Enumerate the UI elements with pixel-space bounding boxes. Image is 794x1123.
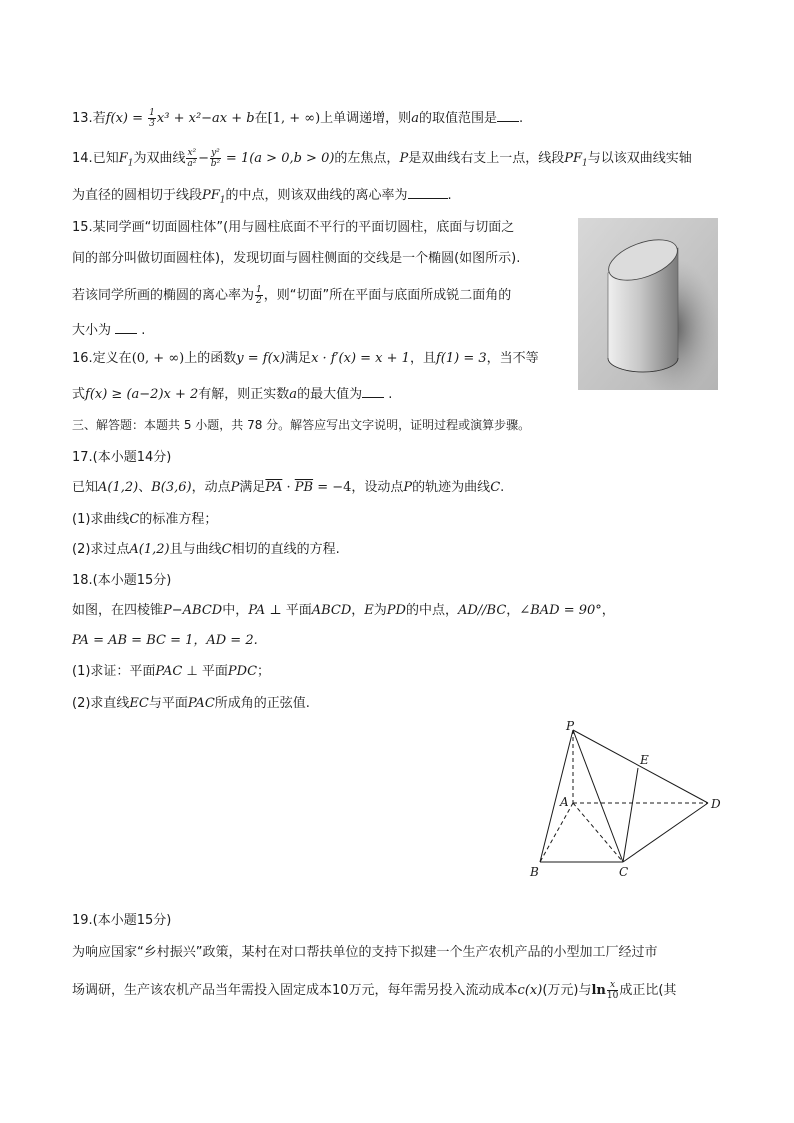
label-b: B [530, 865, 539, 879]
plane-abcd: ABCD [311, 603, 352, 618]
question-18-line-2: PA = AB = BC = 1，AD = 2. [72, 633, 258, 648]
function-expression: f(x) [105, 111, 128, 126]
text: 的最大值为 [297, 387, 363, 402]
text: 已知 [72, 480, 99, 495]
text: 若 [92, 111, 106, 126]
text: 所成角的正弦值. [214, 696, 310, 711]
symbol: PF [564, 151, 582, 166]
answer-blank [115, 320, 137, 334]
segment-pa: PA [248, 603, 266, 618]
text: 大小为 [72, 323, 112, 338]
question-number: 14. [72, 151, 93, 166]
text: 、 [138, 480, 152, 495]
plane-pac: PAC [187, 696, 215, 711]
edge-cd [623, 803, 708, 862]
subscript: 1 [127, 158, 134, 169]
text: 的取值范围是 [418, 111, 497, 126]
fraction-numerator: 1 [149, 108, 155, 118]
point-p: P [230, 480, 240, 495]
point-a: A(1,2) [98, 480, 139, 495]
variable-a: a [411, 111, 419, 126]
perpendicular: ⊥ [265, 603, 286, 618]
label-c: C [619, 865, 629, 879]
text: 已知 [92, 151, 119, 166]
pyramid: P−ABCD [163, 603, 223, 618]
question-19-header: 19.(本小题15分) [72, 913, 172, 928]
fraction [210, 148, 221, 169]
fraction [255, 285, 263, 306]
text: ； [257, 664, 271, 679]
fraction [148, 108, 156, 129]
answer-blank [408, 185, 448, 199]
text: 平面 [285, 603, 312, 618]
segment-ec: EC [129, 696, 149, 711]
equals: = [128, 111, 148, 126]
minus: − [198, 151, 210, 166]
text: (1)求证：平面 [72, 664, 156, 679]
text: 16.定义在 [72, 351, 132, 366]
segment-pf1 [202, 188, 226, 206]
function: y = f(x) [236, 351, 286, 366]
pyramid-figure [520, 718, 730, 883]
question-17-part-1 [72, 510, 217, 530]
text: ⊥ 平面 [182, 664, 228, 679]
question-18-part-2 [72, 694, 310, 714]
text: 中， [222, 603, 249, 618]
section-3-heading: 三、解答题：本题共 5 小题，共 78 分。解答应写出文字说明，证明过程或演算步骤。 [72, 418, 531, 432]
period: . [141, 323, 146, 338]
text: 满足 [285, 351, 312, 366]
point-p: P [403, 480, 413, 495]
fraction-denominator: a² [187, 159, 197, 169]
cost-function: c(x) [517, 983, 543, 998]
question-19-line-1: 为响应国家“乡村振兴”政策，某村在对口帮扶单位的支持下拟建一个生产农机产品的小型加工厂经过市 [72, 945, 658, 960]
initial-value: f(1) = 3 [435, 351, 487, 366]
label-d: D [711, 797, 721, 811]
answer-blank [497, 108, 519, 122]
text: (1)求曲线 [72, 512, 130, 527]
cut-cylinder-figure [578, 218, 718, 390]
text: (2)求过点 [72, 542, 130, 557]
fraction-denominator: 10 [606, 991, 619, 1001]
interval: (0, + ∞) [131, 351, 185, 366]
point-p: P [399, 151, 409, 166]
edge-ac [573, 803, 623, 862]
fraction-numerator: x [607, 980, 618, 991]
text: 的标准方程； [139, 512, 218, 527]
text: 上的函数 [184, 351, 237, 366]
text: 为双曲线 [133, 151, 186, 166]
text: 若该同学所画的椭圆的离心率为 [72, 288, 255, 303]
fraction-denominator: 2 [256, 296, 262, 306]
segment-pf1 [564, 151, 588, 169]
label-p: P [566, 719, 575, 733]
variable-a: a [289, 387, 298, 402]
question-13 [72, 108, 523, 129]
text: 且与曲线 [169, 542, 222, 557]
text: 为 [373, 603, 387, 618]
period: . [518, 111, 524, 126]
text: 为直径的圆相切于线段 [72, 188, 203, 203]
question-15-line-4 [72, 320, 145, 341]
text: 与以该双曲线实轴 [587, 151, 692, 166]
edge-pc [573, 730, 623, 862]
text: (万元)与 [542, 983, 592, 998]
point-a: A(1,2) [129, 542, 170, 557]
parallel-condition: AD//BC [457, 603, 507, 618]
period: . [500, 480, 505, 495]
text: ，且 [409, 351, 436, 366]
interval: [1, + ∞) [267, 111, 321, 126]
point-b: B(3,6) [151, 480, 192, 495]
fraction-numerator: y² [211, 148, 220, 158]
dot-value: = −4 [313, 480, 352, 495]
text: 的中点， [405, 603, 458, 618]
answer-blank [362, 384, 384, 398]
fraction [607, 980, 618, 1001]
text: 的左焦点， [334, 151, 400, 166]
question-16-line-1 [72, 349, 539, 369]
text: ， [351, 603, 365, 618]
question-17-part-2 [72, 540, 340, 560]
text: ， [506, 603, 520, 618]
question-17-stem [72, 478, 504, 498]
question-19-line-2 [72, 980, 676, 1001]
text: ，动点 [191, 480, 231, 495]
question-15-line-3 [72, 285, 511, 306]
question-14-line-1 [72, 148, 692, 169]
point-e: E [364, 603, 374, 618]
question-18-line-1 [72, 601, 615, 621]
plane-pac: PAC [155, 664, 183, 679]
fraction-numerator: 1 [256, 285, 262, 295]
text: 如图，在四棱锥 [72, 603, 164, 618]
vector-pb: $\overline{PB}$ [294, 480, 314, 495]
question-18-header: 18.(本小题15分) [72, 573, 172, 588]
curve-c: C [129, 512, 140, 527]
focus-f1 [118, 151, 134, 169]
symbol: PF [202, 188, 220, 203]
edge-ab [540, 803, 573, 862]
text: ，则“切面”所在平面与底面所成锐二面角的 [263, 288, 512, 303]
text: 场调研，生产该农机产品当年需投入固定成本10万元，每年需另投入流动成本 [72, 983, 518, 998]
subscript: 1 [581, 158, 588, 169]
dot: · [282, 480, 295, 495]
question-16-line-2 [72, 384, 392, 405]
inequality: f(x) ≥ (a−2)x + 2 [85, 387, 199, 402]
question-15-line-1: 15.某同学画“切面圆柱体”(用与圆柱底面不平行的平面切圆柱，底面与切面之 [72, 220, 515, 235]
curve-c: C [490, 480, 501, 495]
plane-pdc: PDC [227, 664, 258, 679]
text: 与平面 [148, 696, 188, 711]
text: (2)求直线 [72, 696, 130, 711]
text: 是双曲线右支上一点，线段 [408, 151, 565, 166]
ln: ln [591, 983, 606, 998]
question-17-header: 17.(本小题14分) [72, 450, 172, 465]
text: ，设动点 [351, 480, 404, 495]
text: 相切的直线的方程. [231, 542, 340, 557]
question-14-line-2 [72, 185, 452, 206]
fraction-numerator: x² [187, 148, 197, 158]
angle-condition: ∠BAD = 90° [519, 603, 602, 618]
condition: = 1(a > 0,b > 0) [221, 151, 335, 166]
fraction-denominator: b² [210, 159, 221, 169]
subscript: 1 [219, 195, 226, 206]
fraction-denominator: 3 [149, 119, 155, 129]
period: . [388, 387, 393, 402]
text: 的轨迹为曲线 [412, 480, 491, 495]
segment-pd: PD [386, 603, 406, 618]
fraction [186, 148, 197, 169]
text: 有解，则正实数 [198, 387, 290, 402]
label-a: A [560, 795, 569, 809]
text: 成正比(其 [619, 983, 677, 998]
period: . [447, 188, 452, 203]
text: ，当不等 [486, 351, 539, 366]
text: 式 [72, 387, 86, 402]
text: 上单调递增，则 [320, 111, 412, 126]
question-18-part-1 [72, 662, 270, 682]
question-number: 13. [72, 111, 93, 126]
text: ， [601, 603, 615, 618]
question-15-line-2: 间的部分叫做切面圆柱体)，发现切面与圆柱侧面的交线是一个椭圆(如图所示). [72, 251, 521, 266]
edge-ce [623, 768, 638, 862]
text: 满足 [239, 480, 266, 495]
condition: x · f′(x) = x + 1 [311, 351, 410, 366]
text: 在 [254, 111, 268, 126]
symbol: F [118, 151, 128, 166]
curve-c: C [221, 542, 232, 557]
text: 的中点，则该双曲线的离心率为 [225, 188, 408, 203]
polynomial-expression: x³ + x²−ax + b [156, 111, 255, 126]
vector-pa: $\overline{PA}$ [265, 480, 283, 495]
label-e: E [640, 753, 649, 767]
